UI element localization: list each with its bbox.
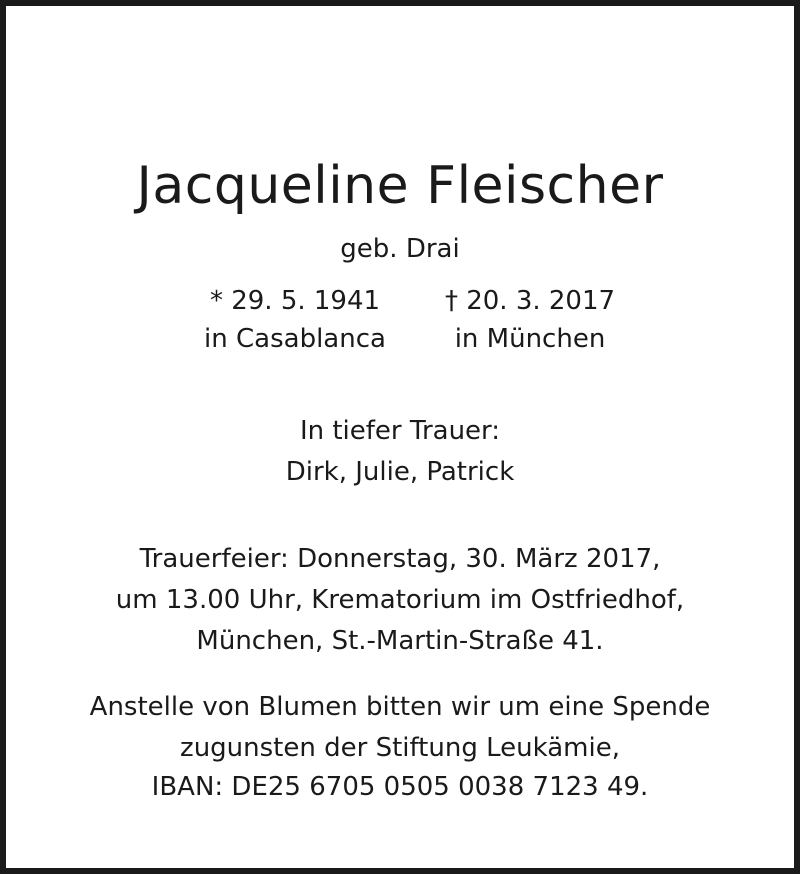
birth-date: * 29. 5. 1941: [209, 286, 381, 316]
donation-line: IBAN: DE25 6705 0505 0038 7123 49.: [151, 772, 649, 802]
birth-place: in Casablanca: [204, 324, 386, 354]
deceased-name: Jacqueline Fleischer: [136, 156, 664, 216]
death-date: † 20. 3. 2017: [444, 286, 616, 316]
service-line: München, St.-Martin-Straße 41.: [196, 626, 604, 656]
service-line: um 13.00 Uhr, Krematorium im Ostfriedhof,: [115, 585, 685, 615]
mourning-label: In tiefer Trauer:: [299, 416, 501, 446]
donation-line: Anstelle von Blumen bitten wir um eine Spende: [89, 692, 711, 722]
death-place: in München: [454, 324, 606, 354]
birth-name: geb. Drai: [340, 234, 460, 264]
donation-line: zugunsten der Stiftung Leukämie,: [180, 733, 620, 763]
service-line: Trauerfeier: Donnerstag, 30. März 2017,: [139, 544, 661, 574]
life-dates: [12, 282, 788, 362]
mourners: Dirk, Julie, Patrick: [285, 457, 515, 487]
death-block: [380, 282, 680, 358]
